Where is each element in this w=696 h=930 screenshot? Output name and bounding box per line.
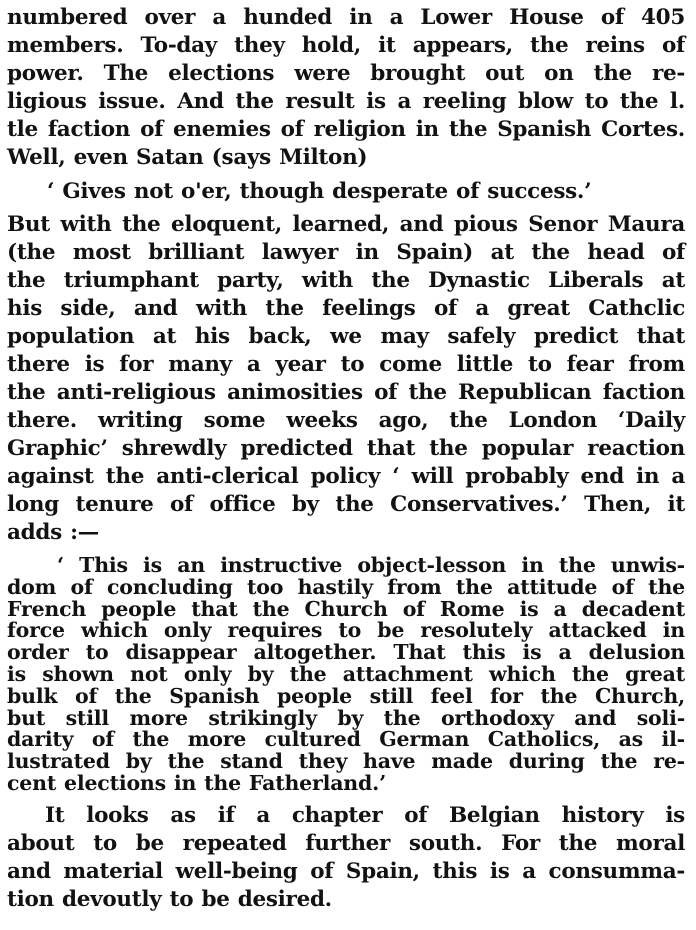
verse-quotation: ‘ Gives not o'er, though desperate of success.’ — [47, 179, 592, 204]
text-line: power. The elections were brought out on the re- — [7, 61, 685, 86]
paragraph-3 — [7, 802, 685, 914]
text-line: and material well-being of Spain, this is a consumma- — [7, 858, 685, 884]
text-line: about to be repeated further south. For the moral — [7, 830, 685, 856]
text-line: against the anti-clerical policy ‘ will probably end in a — [7, 464, 685, 489]
text-line: there is for many a year to come little to fear from — [7, 352, 685, 377]
block-quotation — [7, 555, 685, 795]
text-line: tion devoutly to be desired. — [7, 886, 332, 912]
quote-line: lustrated by the stand they have made during the re- — [7, 749, 685, 774]
quote-line: dom of concluding too hastily from the attitude of the — [7, 574, 685, 599]
text-line: adds :— — [7, 520, 99, 545]
text-line: tle faction of enemies of religion in the Spanish Cortes. — [7, 117, 685, 142]
text-line: members. To-day they hold, it appears, the reins of — [7, 33, 685, 58]
text-line: the anti-religious animosities of the Republican faction — [7, 380, 685, 405]
text-line: there. writing some weeks ago, the London ‘Daily — [7, 408, 685, 433]
text-line: Graphic’ shrewdly predicted that the popular reaction — [7, 436, 685, 461]
text-line: (the most brilliant lawyer in Spain) at the head of — [7, 240, 685, 265]
quote-line: but still more strikingly by the orthodoxy and soli- — [7, 705, 685, 730]
quote-line: darity of the more cultured German Catholics, as il- — [7, 727, 685, 752]
paragraph-2 — [7, 211, 685, 547]
text-line: long tenure of office by the Conservatives.’ Then, it — [7, 492, 685, 517]
text-line: But with the eloquent, learned, and pious Senor Maura — [7, 212, 685, 237]
text-line: population at his back, we may safely predict that — [7, 324, 685, 349]
quote-line: force which only requires to be resolutely attacked in — [7, 618, 685, 643]
quote-line: bulk of the Spanish people still feel for the Church, — [7, 683, 685, 708]
text-line: the triumphant party, with the Dynastic Liberals at — [7, 268, 685, 293]
text-line: Well, even Satan (says Milton) — [7, 145, 368, 170]
text-line: his side, and with the feelings of a great Cathclic — [7, 296, 685, 321]
quote-line: order to disappear altogether. That this is a delusion — [7, 640, 685, 665]
quote-line: cent elections in the Fatherland.’ — [7, 770, 387, 795]
quote-line: French people that the Church of Rome is a decadent — [7, 596, 685, 621]
quote-line: ‘ This is an instructive object-lesson in the unwis- — [57, 553, 685, 577]
quote-line: is shown not only by the attachment which the great — [7, 661, 685, 686]
text-line: numbered over a hunded in a Lower House of 405 — [7, 5, 685, 30]
text-line: It looks as if a chapter of Belgian history is — [45, 802, 685, 828]
paragraph-1 — [7, 4, 685, 172]
document-page — [7, 4, 685, 914]
text-line: ligious issue. And the result is a reeling blow to the l. — [7, 89, 685, 114]
